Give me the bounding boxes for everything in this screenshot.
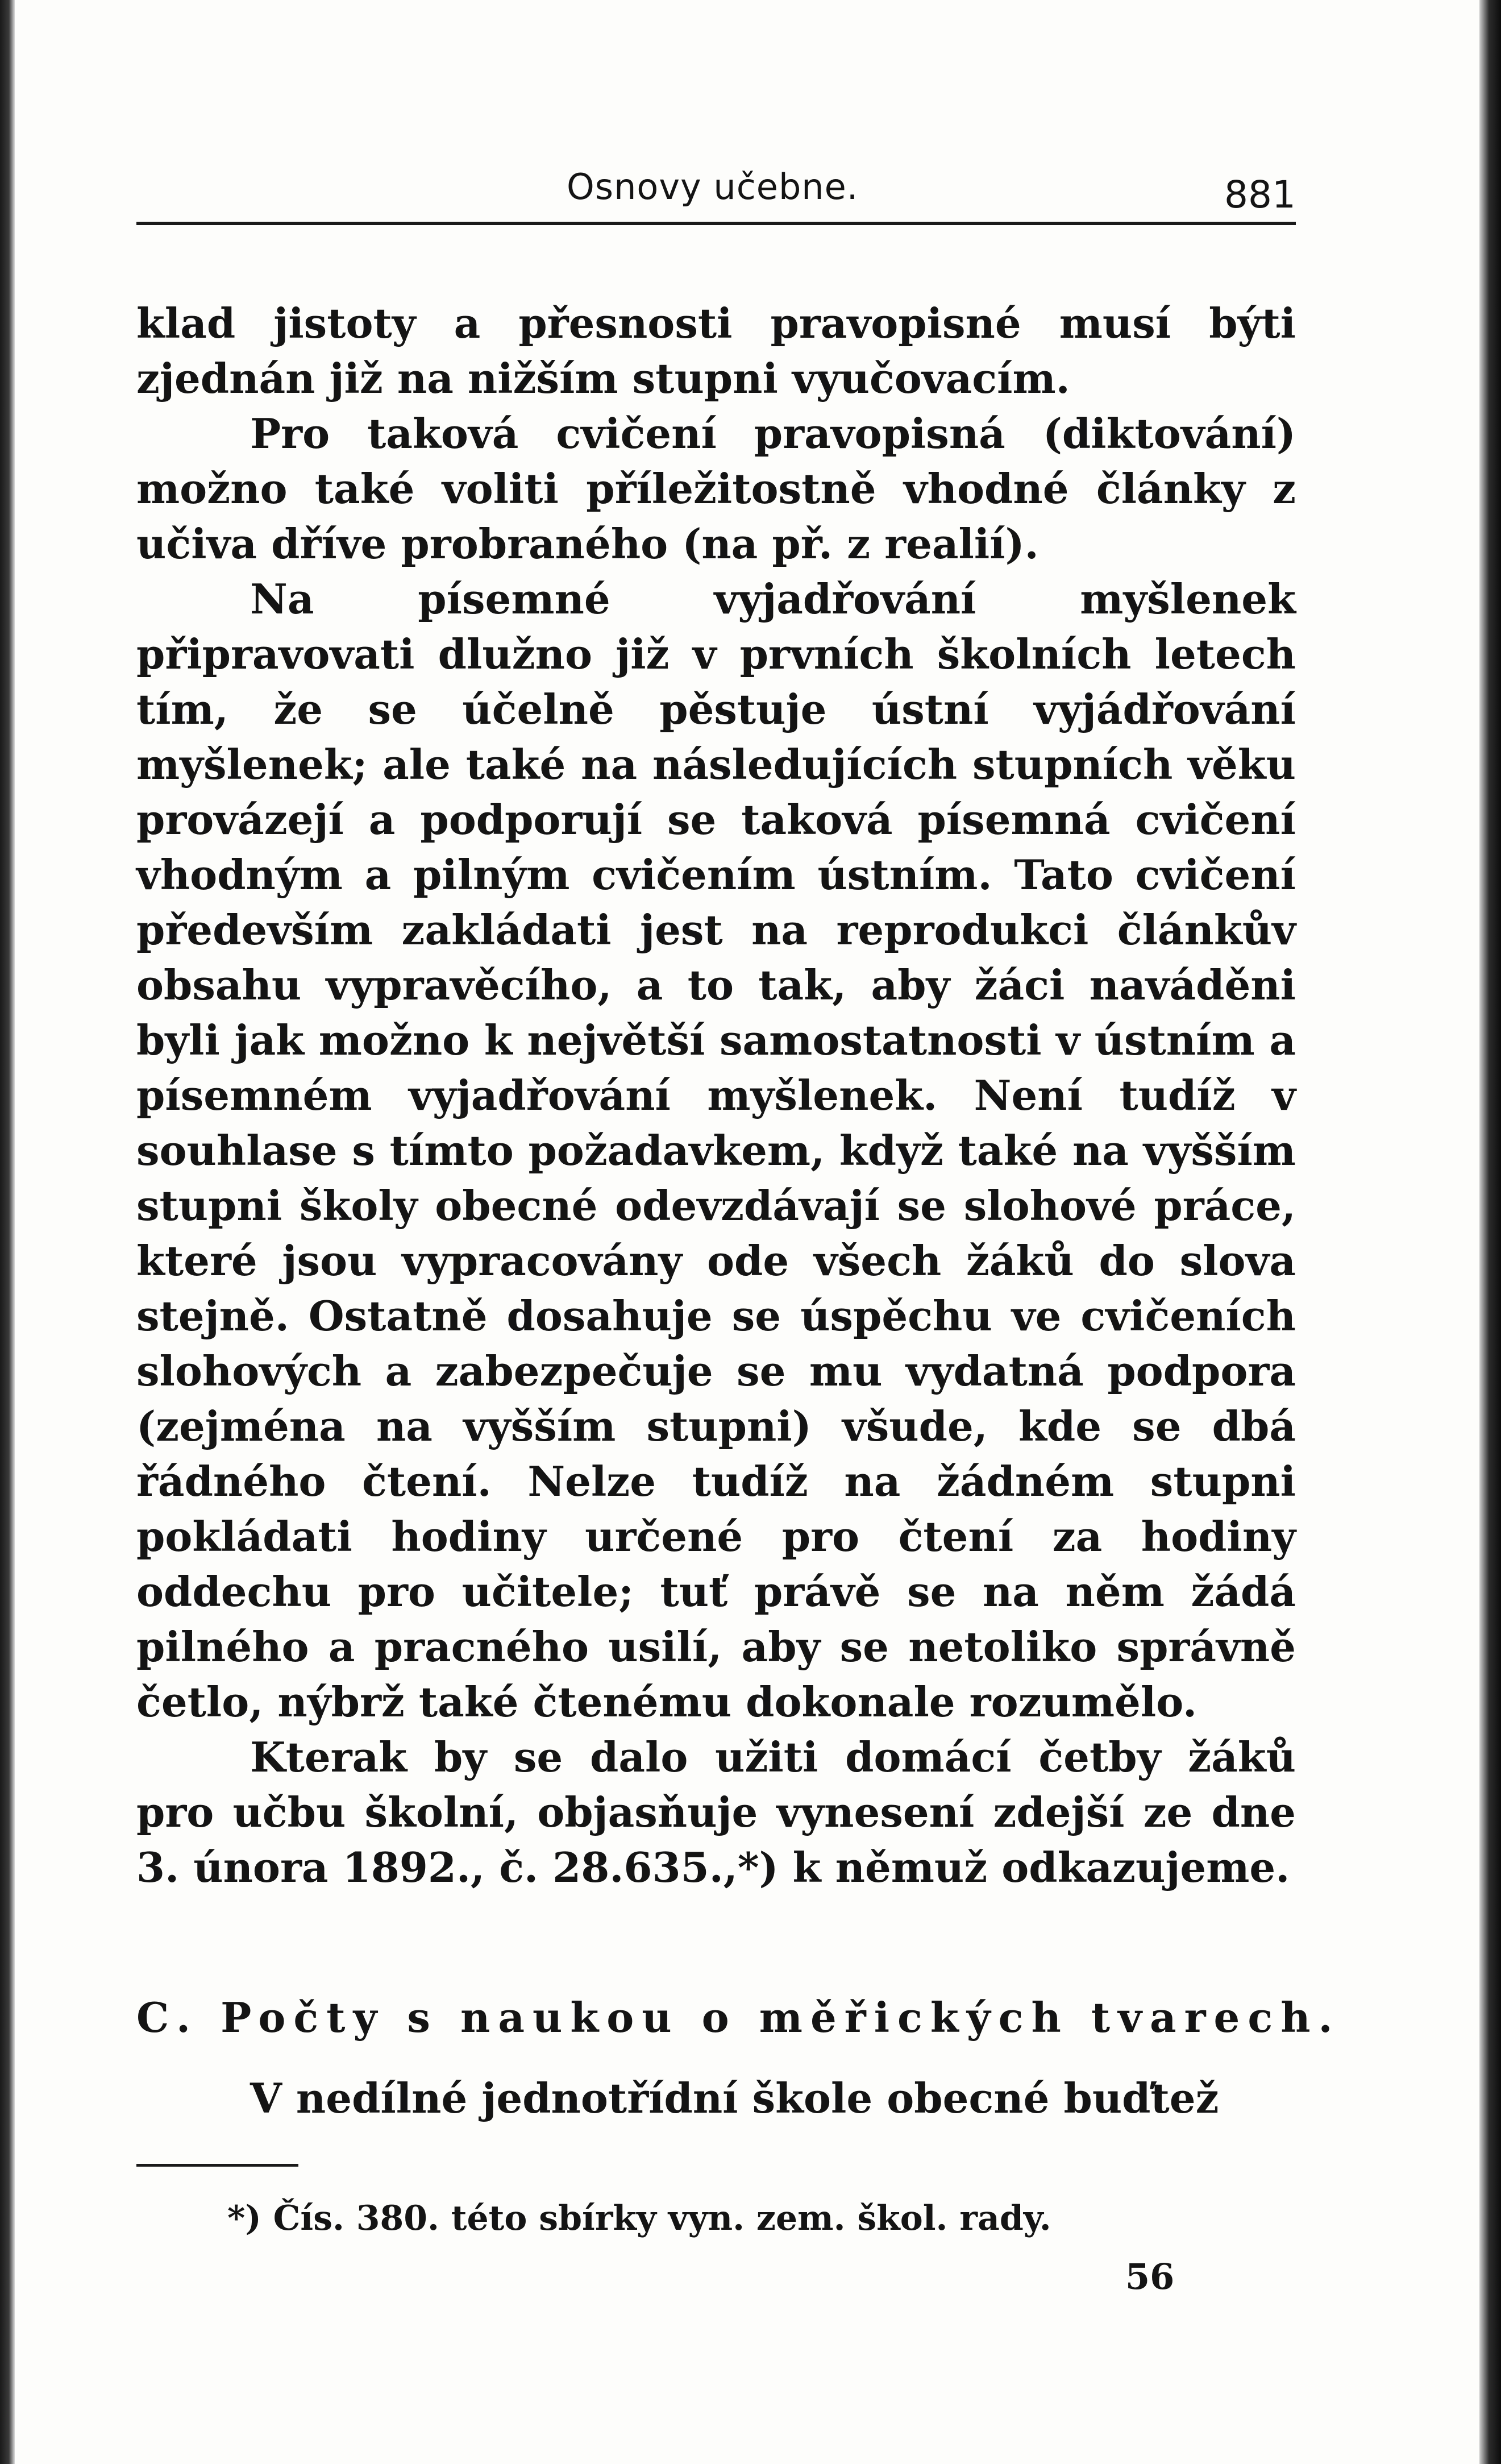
paragraph: Kterak by se dalo užiti domácí četby žáků pro učbu školní, objasňuje vynesení zdejší ze dne 3. února 1892., č. 28.635.,*) k němuž odkazujeme. — [136, 1733, 1296, 1891]
page-header — [136, 163, 1296, 225]
footnote-rule — [136, 2164, 298, 2167]
paragraph: Pro taková cvičení pravopisná (diktování) možno také voliti příležitostně vhodné články z učiva dříve probraného (na př. z realií). — [136, 409, 1296, 568]
body-text — [136, 296, 1296, 1895]
section-first-line: V nedílné jednotřídní škole obecné buďtež — [250, 2074, 1219, 2122]
binding-edge-right — [1479, 0, 1501, 2464]
paragraph: klad jistoty a přesnosti pravopisné musí býti zjednán již na nižším stupni vyučovacím. — [136, 299, 1296, 403]
paragraph: Na písemné vyjadřování myšlenek připravovati dlužno již v prvních školních letech tím, že se účelně pěstuje ústní vyjádřování myšlenek; ale také na následujících stupních věku provázejí a podporují se taková písemná cvičení vhodným a pilným cvičením ústním. Tato cvičení především zakládati jest na reprodukci článkův obsahu vypravěcího, a to tak, aby žáci naváděni byli jak možno k největší samostatnosti v ústním a písemném vyjadřování myšlenek. Není tudíž v souhlase s tímto požadavkem, když také na vyšším stupni školy obecné odevzdávají se slohové práce, které jsou vypracovány ode všech žáků do slova stejně. Ostatně dosahuje se úspěchu ve cvičeních slohových a zabezpečuje se mu vydatná podpora (zejména na vyšším stupni) všude, kde se dbá řádného čtení. Nelze tudíž na žádném stupni pokládati hodiny určené pro čtení za hodiny oddechu pro učitele; tuť právě se na něm žádá pilného a pracného usilí, aby se netoliko správně četlo, nýbrž také čtenému dokonale rozumělo. — [136, 575, 1296, 1726]
printer-signature: 56 — [1125, 2256, 1175, 2297]
page-number: 881 — [1224, 173, 1296, 217]
section-heading: C. Počty s naukou o měřických tvarech. — [136, 1993, 1341, 2042]
footnote: *) Čís. 380. této sbírky vyn. zem. škol. rady. — [227, 2198, 1051, 2238]
running-head: Osnovy učebne. — [567, 166, 859, 208]
header-rule — [136, 222, 1296, 225]
binding-edge-left — [0, 0, 15, 2464]
